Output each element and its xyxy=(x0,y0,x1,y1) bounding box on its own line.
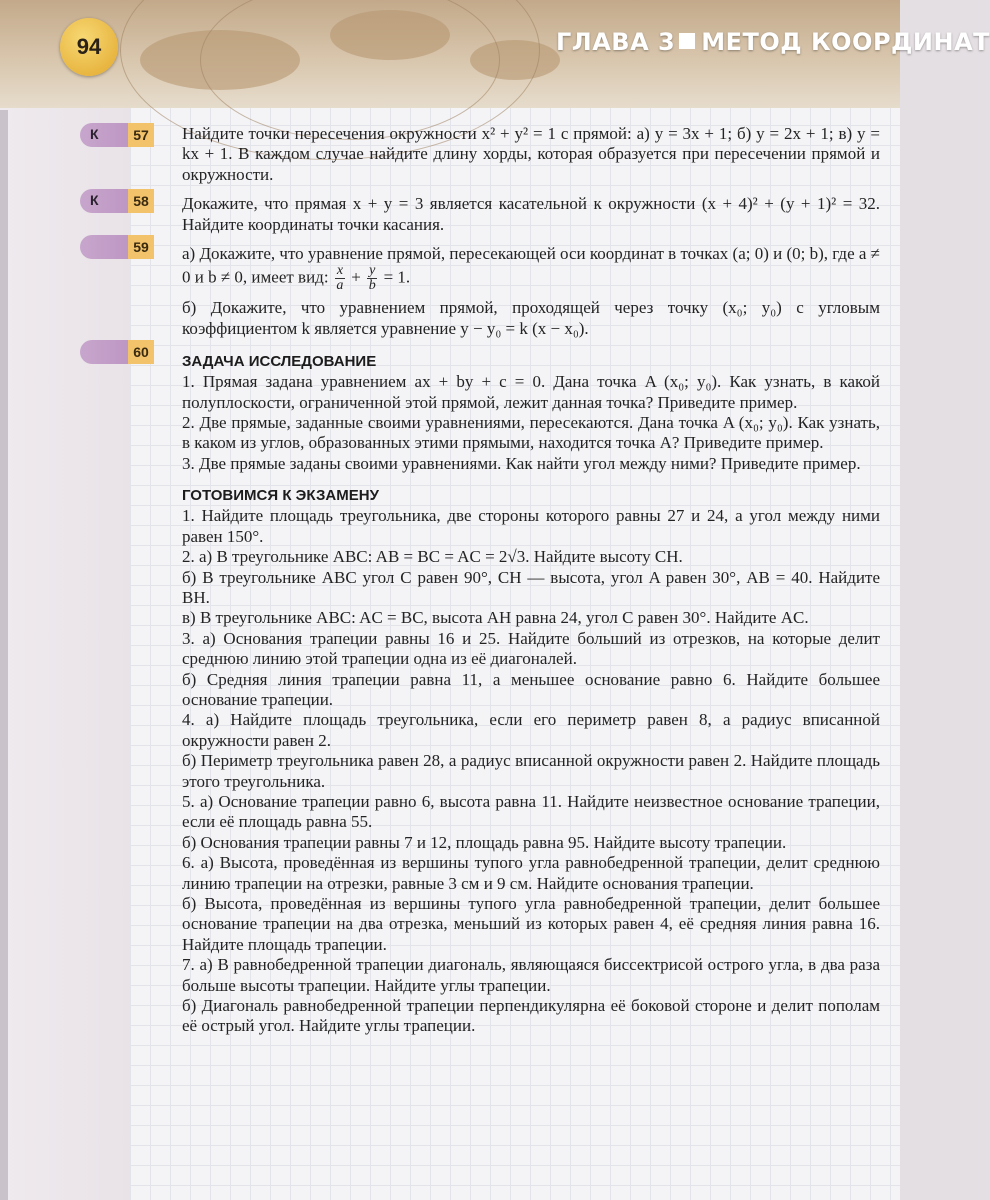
problem-marker xyxy=(80,123,154,147)
fraction-denominator: b xyxy=(368,278,376,294)
section-title: ЗАДАЧА ИССЛЕДОВАНИЕ xyxy=(182,353,377,371)
exam-item: б) Диагональ равнобедренной трапеции перпендикулярна её боковой стороне и делит пополам её острый угол. Найдите углы трапеции. xyxy=(182,996,880,1036)
problem-number: 58 xyxy=(128,189,154,213)
problem-58 xyxy=(182,194,880,235)
problem-57 xyxy=(182,124,880,185)
problem-text: Найдите точки пересечения окружности x² + y² = 1 с прямой: а) y = 3x + 1; б) y = 2x + 1; в) y = kx + 1. В каждом случае найдите длину хорды, которая образуется при пересечении прямой и окружности. xyxy=(182,124,880,184)
problem-59b: б) Докажите, что уравнением прямой, проходящей через точку (x₀; y₀) с угловым коэффициентом k является уравнение y − y₀ = k (x − x₀). xyxy=(182,298,880,338)
exam-item: 1. Найдите площадь треугольника, две стороны которого равны 27 и 24, а угол между ними равен 150°. xyxy=(182,506,880,546)
fraction-numerator: y xyxy=(369,263,376,279)
marker-letter: К xyxy=(90,192,99,208)
exam-item: б) Основания трапеции равны 7 и 12, площадь равна 95. Найдите высоту трапеции. xyxy=(182,832,787,852)
exam-item: 5. а) Основание трапеции равно 6, высота равна 11. Найдите неизвестное основание трапеции, если её площадь равна 55. xyxy=(182,791,880,832)
page-number: 94 xyxy=(60,18,118,76)
page-content xyxy=(182,124,880,1041)
chapter-name: МЕТОД КООРДИНАТ xyxy=(701,28,990,56)
problem-text: Докажите, что прямая x + y = 3 является касательной к окружности (x + 4)² + (y + 1)² = 32. Найдите координаты точки касания. xyxy=(182,194,880,234)
exam-item: 3. а) Основания трапеции равны 16 и 25. Найдите больший из отрезков, на которые делит среднюю линию этой трапеции одна из её диагоналей. xyxy=(182,628,880,669)
exam-item: 4. а) Найдите площадь треугольника, если его периметр равен 8, а радиус вписанной окружности равен 2. xyxy=(182,710,880,750)
exam-item: 2. а) В треугольнике ABC: AB = BC = AC = 2√3. Найдите высоту CH. xyxy=(182,547,683,567)
exam-item: б) Периметр треугольника равен 28, а радиус вписанной окружности равен 2. Найдите площадь этого треугольника. xyxy=(182,751,880,791)
left-margin xyxy=(0,0,130,1200)
fraction xyxy=(367,264,377,293)
problem-text: а) Докажите, что уравнение прямой, пересекающей оси координат в точках (a; 0) и (0; b), где a ≠ 0 и b ≠ 0, имеет вид: xyxy=(182,244,880,287)
exam-section-title: ГОТОВИМСЯ К ЭКЗАМЕНУ xyxy=(182,487,379,505)
problem-text: = 1. xyxy=(383,267,411,287)
exam-item: б) Средняя линия трапеции равна 11, а меньшее основание равно 6. Найдите большее основание трапеции. xyxy=(182,669,880,709)
research-item: 2. Две прямые, заданные своими уравнениями, пересекаются. Дана точка A (x₀; y₀). Как узнать, в каком из углов, образованных этими прямыми, находится точка A? Приведите пример. xyxy=(182,413,880,453)
exam-item: в) В треугольнике ABC: AC = BC, высота AH равна 24, угол C равен 30°. Найдите AC. xyxy=(182,608,809,628)
research-item: 3. Две прямые заданы своими уравнениями. Как найти угол между ними? Приведите пример. xyxy=(182,453,861,473)
exam-item: 6. а) Высота, проведённая из вершины тупого угла равнобедренной трапеции, делит среднюю линию трапеции на отрезки, равные 3 см и 9 см. Найдите основания трапеции. xyxy=(182,853,880,893)
square-icon xyxy=(679,33,695,49)
exam-item: 7. а) В равнобедренной трапеции диагональ, являющаяся биссектрисой острого угла, в два раза больше высоты трапеции. Найдите углы трапеции. xyxy=(182,955,880,995)
problem-number: 59 xyxy=(128,235,154,259)
problem-marker xyxy=(80,340,154,364)
research-item: 1. Прямая задана уравнением ax + by + c = 0. Дана точка A (x₀; y₀). Как узнать, в какой полуплоскости, ограниченной этой прямой, лежит данная точка? Приведите пример. xyxy=(182,372,880,412)
fraction xyxy=(335,264,345,293)
book-spine xyxy=(0,110,8,1200)
exam-item: б) Высота, проведённая из вершины тупого угла равнобедренной трапеции, делит большее основание трапеции на два отрезка, меньший из которых равен 4, её средняя линия равна 16. Найдите площадь трапеции. xyxy=(182,894,880,954)
problem-60 xyxy=(182,352,880,474)
exam-item: б) В треугольнике ABC угол C равен 90°, CH — высота, угол A равен 30°, AB = 40. Найдите BH. xyxy=(182,567,880,607)
problem-59a xyxy=(182,244,880,293)
fraction-numerator: x xyxy=(336,263,344,279)
marker-letter: К xyxy=(90,126,99,142)
problem-marker xyxy=(80,235,154,259)
problem-59 xyxy=(182,244,880,339)
problem-marker xyxy=(80,189,154,213)
fraction-denominator: a xyxy=(336,278,344,294)
problem-number: 57 xyxy=(128,123,154,147)
exam-list xyxy=(182,506,880,1037)
chapter-label: ГЛАВА 3 xyxy=(556,28,676,56)
chapter-title xyxy=(556,28,990,56)
page-header xyxy=(0,0,990,108)
plus-sign: + xyxy=(351,267,361,287)
problem-number: 60 xyxy=(128,340,154,364)
